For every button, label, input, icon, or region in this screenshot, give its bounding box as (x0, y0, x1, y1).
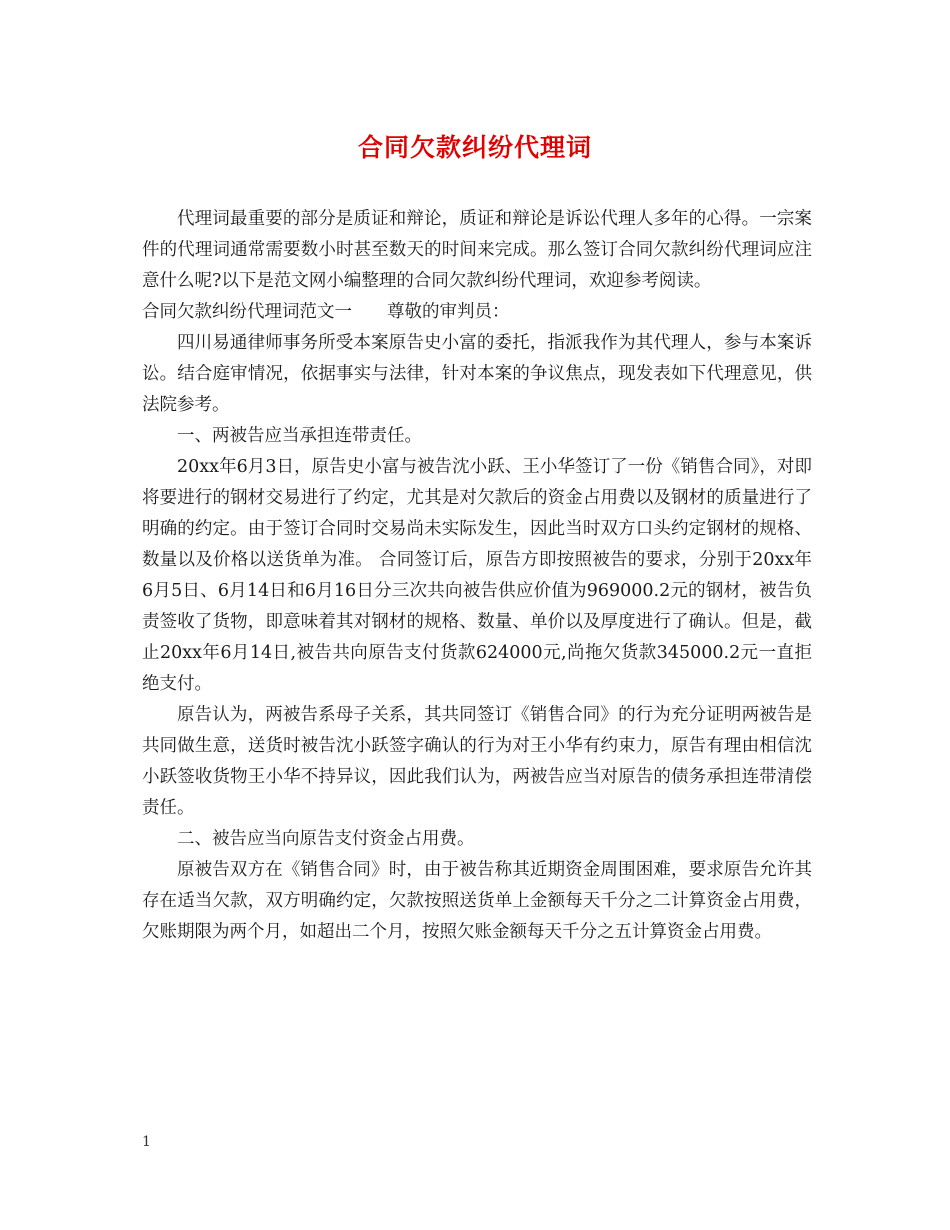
paragraph: 一、两被告应当承担连带责任。 (177, 426, 422, 446)
paragraph: 20xx年6月3日，原告史小富与被告沈小跃、王小华签订了一份《销售合同》，对即将要进行的钢材交易进行了约定，尤其是对欠款后的资金占用费以及钢材的质量进行了明确的约定。由于签订合同时交易尚未实际发生，因此当时双方口头约定钢材的规格、数量以及价格以送货单为准。 合同签订后，原告方即按照被告的要求，分别于20xx年6月5日、6月14日和6月16日分三次共向被告供应价值为969000.2元的钢材，被告负责签收了货物，即意味着其对钢材的规格、数量、单价以及厚度进行了确认。但是，截止20xx年6月14日,被告共向原告支付货款624000元,尚拖欠货款345000.2元一直拒绝支付。 (142, 457, 812, 694)
page-number: 1 (142, 1134, 151, 1150)
paragraph: 合同欠款纠纷代理词范文一 尊敬的审判员： (142, 302, 510, 322)
paragraph: 代理词最重要的部分是质证和辩论，质证和辩论是诉讼代理人多年的心得。一宗案件的代理词通常需要数小时甚至数天的时间来完成。那么签订合同欠款纠纷代理词应注意什么呢?以下是范文网小编整理的合同欠款纠纷代理词，欢迎参考阅读。 (142, 209, 812, 291)
document-body (142, 204, 812, 948)
paragraph: 原告认为，两被告系母子关系，其共同签订《销售合同》的行为充分证明两被告是共同做生意，送货时被告沈小跃签字确认的行为对王小华有约束力，原告有理由相信沈小跃签收货物王小华不持异议，因此我们认为，两被告应当对原告的债务承担连带清偿责任。 (142, 705, 812, 818)
paragraph: 二、被告应当向原告支付资金占用费。 (177, 829, 475, 849)
paragraph: 原被告双方在《销售合同》时，由于被告称其近期资金周围困难，要求原告允许其存在适当欠款，双方明确约定，欠款按照送货单上金额每天千分之二计算资金占用费，欠账期限为两个月，如超出二个月，按照欠账金额每天千分之五计算资金占用费。 (142, 860, 812, 942)
document-title: 合同欠款纠纷代理词 (357, 133, 592, 162)
paragraph: 四川易通律师事务所受本案原告史小富的委托，指派我作为其代理人，参与本案诉讼。结合庭审情况，依据事实与法律，针对本案的争议焦点，现发表如下代理意见，供法院参考。 (142, 333, 812, 415)
